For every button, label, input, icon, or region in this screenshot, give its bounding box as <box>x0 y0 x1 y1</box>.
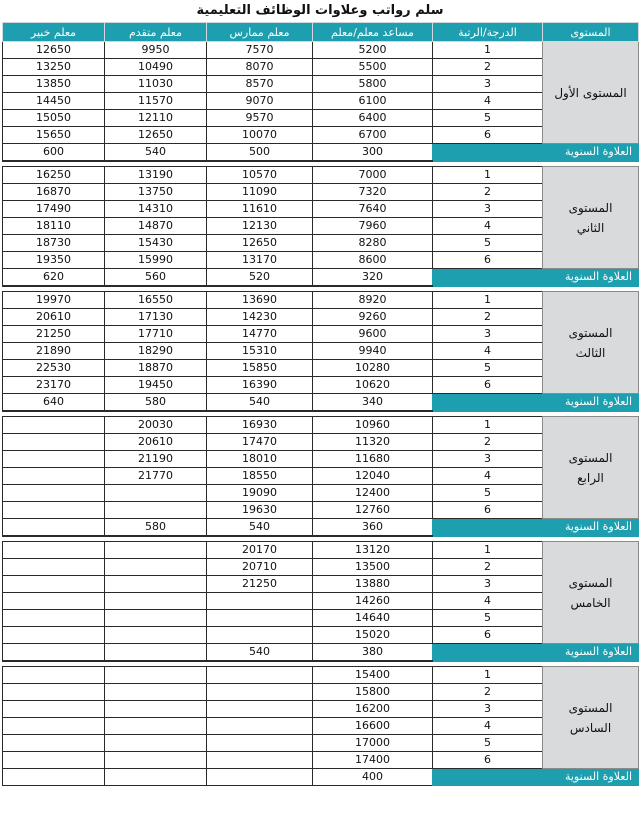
advanced-salary-cell <box>105 684 207 701</box>
header-row <box>3 23 639 42</box>
grade-cell: 6 <box>433 502 543 519</box>
expert-salary-cell: 18730 <box>3 235 105 252</box>
expert-salary-cell <box>3 451 105 468</box>
allowance-label: العلاوة السنوية <box>433 144 639 162</box>
advanced-salary-cell: 14870 <box>105 218 207 235</box>
practitioner-salary-cell <box>207 718 313 735</box>
grade-cell: 2 <box>433 309 543 326</box>
expert-salary-cell: 18110 <box>3 218 105 235</box>
header-expert: معلم خبير <box>3 23 105 42</box>
advanced-salary-cell <box>105 610 207 627</box>
expert-allowance-cell <box>3 769 105 786</box>
grade-cell: 6 <box>433 127 543 144</box>
assistant-salary-cell: 8280 <box>313 235 433 252</box>
advanced-salary-cell <box>105 593 207 610</box>
practitioner-allowance-cell: 520 <box>207 269 313 287</box>
assistant-salary-cell: 11680 <box>313 451 433 468</box>
grade-cell: 3 <box>433 326 543 343</box>
grade-cell: 3 <box>433 576 543 593</box>
table-row <box>3 542 639 559</box>
practitioner-salary-cell <box>207 593 313 610</box>
advanced-salary-cell: 9950 <box>105 42 207 59</box>
practitioner-salary-cell: 14770 <box>207 326 313 343</box>
practitioner-allowance-cell: 500 <box>207 144 313 162</box>
advanced-salary-cell: 20610 <box>105 434 207 451</box>
allowance-row <box>3 644 639 662</box>
assistant-salary-cell: 15020 <box>313 627 433 644</box>
allowance-row <box>3 269 639 287</box>
assistant-salary-cell: 6700 <box>313 127 433 144</box>
grade-cell: 3 <box>433 76 543 93</box>
expert-salary-cell <box>3 752 105 769</box>
expert-salary-cell: 14450 <box>3 93 105 110</box>
assistant-salary-cell: 5200 <box>313 42 433 59</box>
practitioner-salary-cell: 14230 <box>207 309 313 326</box>
header-assistant: مساعد معلم/معلم <box>313 23 433 42</box>
expert-allowance-cell <box>3 644 105 662</box>
practitioner-salary-cell <box>207 627 313 644</box>
assistant-salary-cell: 12760 <box>313 502 433 519</box>
advanced-salary-cell: 21770 <box>105 468 207 485</box>
page-title: سلم رواتب وعلاوات الوظائف التعليمية <box>196 3 444 18</box>
advanced-salary-cell <box>105 485 207 502</box>
practitioner-salary-cell <box>207 752 313 769</box>
grade-cell: 4 <box>433 718 543 735</box>
assistant-salary-cell: 12040 <box>313 468 433 485</box>
advanced-salary-cell: 15990 <box>105 252 207 269</box>
grade-cell: 1 <box>433 667 543 684</box>
expert-allowance-cell: 640 <box>3 394 105 412</box>
assistant-salary-cell: 13120 <box>313 542 433 559</box>
expert-salary-cell <box>3 593 105 610</box>
grade-cell: 1 <box>433 42 543 59</box>
header-advanced: معلم متقدم <box>105 23 207 42</box>
advanced-allowance-cell <box>105 644 207 662</box>
advanced-salary-cell <box>105 502 207 519</box>
practitioner-salary-cell <box>207 701 313 718</box>
expert-salary-cell: 22530 <box>3 360 105 377</box>
grade-cell: 3 <box>433 201 543 218</box>
practitioner-salary-cell <box>207 735 313 752</box>
grade-cell: 2 <box>433 684 543 701</box>
grade-cell: 5 <box>433 485 543 502</box>
expert-salary-cell <box>3 610 105 627</box>
advanced-salary-cell: 17130 <box>105 309 207 326</box>
assistant-allowance-cell: 300 <box>313 144 433 162</box>
advanced-salary-cell <box>105 718 207 735</box>
expert-salary-cell <box>3 468 105 485</box>
advanced-salary-cell: 12110 <box>105 110 207 127</box>
assistant-salary-cell: 12400 <box>313 485 433 502</box>
practitioner-salary-cell: 20710 <box>207 559 313 576</box>
assistant-salary-cell: 17000 <box>313 735 433 752</box>
advanced-salary-cell: 17710 <box>105 326 207 343</box>
assistant-salary-cell: 13500 <box>313 559 433 576</box>
practitioner-salary-cell: 20170 <box>207 542 313 559</box>
allowance-row <box>3 394 639 412</box>
practitioner-salary-cell: 19090 <box>207 485 313 502</box>
advanced-salary-cell: 21190 <box>105 451 207 468</box>
grade-cell: 6 <box>433 252 543 269</box>
expert-salary-cell <box>3 434 105 451</box>
assistant-salary-cell: 16200 <box>313 701 433 718</box>
assistant-salary-cell: 5800 <box>313 76 433 93</box>
assistant-salary-cell: 8920 <box>313 292 433 309</box>
assistant-salary-cell: 6400 <box>313 110 433 127</box>
assistant-salary-cell: 9600 <box>313 326 433 343</box>
assistant-allowance-cell: 380 <box>313 644 433 662</box>
expert-salary-cell: 16250 <box>3 167 105 184</box>
allowance-label: العلاوة السنوية <box>433 269 639 287</box>
expert-salary-cell <box>3 718 105 735</box>
assistant-salary-cell: 17400 <box>313 752 433 769</box>
allowance-label: العلاوة السنوية <box>433 769 639 786</box>
level-name-cell: المستوى الثاني <box>543 167 639 269</box>
advanced-salary-cell: 18290 <box>105 343 207 360</box>
grade-cell: 5 <box>433 735 543 752</box>
expert-allowance-cell: 600 <box>3 144 105 162</box>
header-level: المستوى <box>543 23 639 42</box>
expert-salary-cell: 19970 <box>3 292 105 309</box>
advanced-salary-cell: 13750 <box>105 184 207 201</box>
assistant-salary-cell: 7320 <box>313 184 433 201</box>
practitioner-salary-cell <box>207 610 313 627</box>
grade-cell: 4 <box>433 468 543 485</box>
assistant-salary-cell: 15400 <box>313 667 433 684</box>
practitioner-salary-cell: 13690 <box>207 292 313 309</box>
expert-salary-cell <box>3 542 105 559</box>
expert-salary-cell: 19350 <box>3 252 105 269</box>
grade-cell: 1 <box>433 417 543 434</box>
assistant-allowance-cell: 320 <box>313 269 433 287</box>
grade-cell: 6 <box>433 377 543 394</box>
advanced-salary-cell: 14310 <box>105 201 207 218</box>
assistant-salary-cell: 15800 <box>313 684 433 701</box>
grade-cell: 6 <box>433 752 543 769</box>
allowance-row <box>3 144 639 162</box>
assistant-salary-cell: 7960 <box>313 218 433 235</box>
advanced-salary-cell: 11030 <box>105 76 207 93</box>
practitioner-salary-cell: 13170 <box>207 252 313 269</box>
practitioner-salary-cell: 15850 <box>207 360 313 377</box>
grade-cell: 6 <box>433 627 543 644</box>
expert-salary-cell: 21250 <box>3 326 105 343</box>
assistant-salary-cell: 14260 <box>313 593 433 610</box>
advanced-salary-cell: 20030 <box>105 417 207 434</box>
level-name-cell: المستوى الرابع <box>543 417 639 519</box>
assistant-salary-cell: 9260 <box>313 309 433 326</box>
grade-cell: 1 <box>433 542 543 559</box>
practitioner-salary-cell <box>207 667 313 684</box>
grade-cell: 2 <box>433 434 543 451</box>
expert-salary-cell: 23170 <box>3 377 105 394</box>
advanced-salary-cell: 11570 <box>105 93 207 110</box>
table-row <box>3 292 639 309</box>
practitioner-allowance-cell: 540 <box>207 519 313 537</box>
expert-salary-cell: 15050 <box>3 110 105 127</box>
assistant-salary-cell: 14640 <box>313 610 433 627</box>
expert-salary-cell <box>3 559 105 576</box>
practitioner-allowance-cell: 540 <box>207 394 313 412</box>
practitioner-allowance-cell: 540 <box>207 644 313 662</box>
assistant-salary-cell: 9940 <box>313 343 433 360</box>
expert-salary-cell <box>3 667 105 684</box>
advanced-salary-cell: 19450 <box>105 377 207 394</box>
expert-salary-cell: 17490 <box>3 201 105 218</box>
salary-table <box>2 22 639 786</box>
grade-cell: 5 <box>433 610 543 627</box>
grade-cell: 4 <box>433 343 543 360</box>
grade-cell: 3 <box>433 451 543 468</box>
practitioner-salary-cell: 9570 <box>207 110 313 127</box>
assistant-allowance-cell: 360 <box>313 519 433 537</box>
expert-salary-cell <box>3 576 105 593</box>
practitioner-salary-cell: 12650 <box>207 235 313 252</box>
level-name-cell: المستوى السادس <box>543 667 639 769</box>
practitioner-salary-cell: 11610 <box>207 201 313 218</box>
practitioner-salary-cell <box>207 684 313 701</box>
practitioner-salary-cell: 8070 <box>207 59 313 76</box>
assistant-salary-cell: 5500 <box>313 59 433 76</box>
table-row <box>3 667 639 684</box>
assistant-salary-cell: 16600 <box>313 718 433 735</box>
grade-cell: 4 <box>433 93 543 110</box>
advanced-salary-cell <box>105 559 207 576</box>
assistant-salary-cell: 10620 <box>313 377 433 394</box>
practitioner-salary-cell: 16930 <box>207 417 313 434</box>
grade-cell: 4 <box>433 593 543 610</box>
advanced-allowance-cell: 580 <box>105 394 207 412</box>
practitioner-salary-cell: 19630 <box>207 502 313 519</box>
advanced-salary-cell <box>105 752 207 769</box>
expert-salary-cell <box>3 735 105 752</box>
advanced-salary-cell <box>105 701 207 718</box>
advanced-salary-cell: 12650 <box>105 127 207 144</box>
advanced-salary-cell: 15430 <box>105 235 207 252</box>
advanced-salary-cell: 13190 <box>105 167 207 184</box>
assistant-allowance-cell: 400 <box>313 769 433 786</box>
grade-cell: 2 <box>433 559 543 576</box>
expert-salary-cell: 16870 <box>3 184 105 201</box>
practitioner-salary-cell: 21250 <box>207 576 313 593</box>
advanced-allowance-cell <box>105 769 207 786</box>
level-name-cell: المستوى الخامس <box>543 542 639 644</box>
allowance-row <box>3 769 639 786</box>
practitioner-salary-cell: 11090 <box>207 184 313 201</box>
expert-salary-cell: 13850 <box>3 76 105 93</box>
practitioner-allowance-cell <box>207 769 313 786</box>
table-row <box>3 42 639 59</box>
assistant-allowance-cell: 340 <box>313 394 433 412</box>
advanced-allowance-cell: 580 <box>105 519 207 537</box>
expert-allowance-cell <box>3 519 105 537</box>
advanced-allowance-cell: 560 <box>105 269 207 287</box>
grade-cell: 3 <box>433 701 543 718</box>
grade-cell: 4 <box>433 218 543 235</box>
assistant-salary-cell: 8600 <box>313 252 433 269</box>
grade-cell: 1 <box>433 292 543 309</box>
practitioner-salary-cell: 7570 <box>207 42 313 59</box>
expert-salary-cell: 15650 <box>3 127 105 144</box>
allowance-row <box>3 519 639 537</box>
expert-salary-cell <box>3 684 105 701</box>
advanced-salary-cell <box>105 667 207 684</box>
expert-salary-cell <box>3 627 105 644</box>
practitioner-salary-cell: 9070 <box>207 93 313 110</box>
expert-salary-cell <box>3 417 105 434</box>
practitioner-salary-cell: 10070 <box>207 127 313 144</box>
assistant-salary-cell: 13880 <box>313 576 433 593</box>
practitioner-salary-cell: 16390 <box>207 377 313 394</box>
table-row <box>3 417 639 434</box>
level-name-cell: المستوى الثالث <box>543 292 639 394</box>
expert-allowance-cell: 620 <box>3 269 105 287</box>
advanced-salary-cell <box>105 542 207 559</box>
practitioner-salary-cell: 18550 <box>207 468 313 485</box>
advanced-allowance-cell: 540 <box>105 144 207 162</box>
table-row <box>3 167 639 184</box>
grade-cell: 5 <box>433 235 543 252</box>
grade-cell: 1 <box>433 167 543 184</box>
expert-salary-cell: 12650 <box>3 42 105 59</box>
assistant-salary-cell: 7640 <box>313 201 433 218</box>
grade-cell: 2 <box>433 184 543 201</box>
assistant-salary-cell: 10280 <box>313 360 433 377</box>
assistant-salary-cell: 10960 <box>313 417 433 434</box>
header-grade: الدرجة/الرتبة <box>433 23 543 42</box>
advanced-salary-cell: 18870 <box>105 360 207 377</box>
assistant-salary-cell: 7000 <box>313 167 433 184</box>
practitioner-salary-cell: 17470 <box>207 434 313 451</box>
expert-salary-cell <box>3 502 105 519</box>
allowance-label: العلاوة السنوية <box>433 519 639 537</box>
allowance-label: العلاوة السنوية <box>433 644 639 662</box>
expert-salary-cell: 21890 <box>3 343 105 360</box>
grade-cell: 5 <box>433 360 543 377</box>
advanced-salary-cell <box>105 576 207 593</box>
advanced-salary-cell: 10490 <box>105 59 207 76</box>
expert-salary-cell: 13250 <box>3 59 105 76</box>
expert-salary-cell: 20610 <box>3 309 105 326</box>
grade-cell: 2 <box>433 59 543 76</box>
header-practitioner: معلم ممارس <box>207 23 313 42</box>
assistant-salary-cell: 11320 <box>313 434 433 451</box>
practitioner-salary-cell: 12130 <box>207 218 313 235</box>
assistant-salary-cell: 6100 <box>313 93 433 110</box>
advanced-salary-cell <box>105 735 207 752</box>
advanced-salary-cell: 16550 <box>105 292 207 309</box>
expert-salary-cell <box>3 485 105 502</box>
level-name-cell: المستوى الأول <box>543 42 639 144</box>
practitioner-salary-cell: 8570 <box>207 76 313 93</box>
advanced-salary-cell <box>105 627 207 644</box>
practitioner-salary-cell: 18010 <box>207 451 313 468</box>
practitioner-salary-cell: 10570 <box>207 167 313 184</box>
allowance-label: العلاوة السنوية <box>433 394 639 412</box>
expert-salary-cell <box>3 701 105 718</box>
practitioner-salary-cell: 15310 <box>207 343 313 360</box>
grade-cell: 5 <box>433 110 543 127</box>
